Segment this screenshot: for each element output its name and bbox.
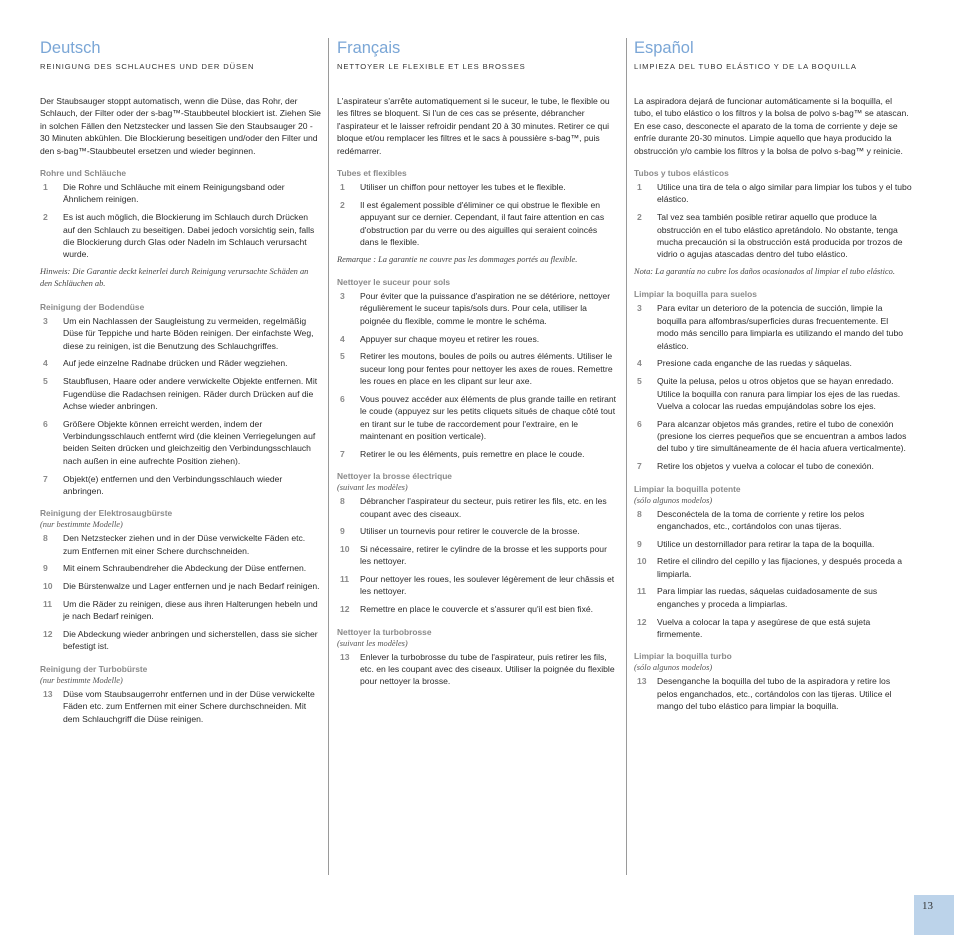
step-item (634, 375, 912, 412)
subsection-title: Tubes et flexibles (337, 168, 407, 179)
step-number: 10 (637, 556, 647, 567)
subsection-title: Reinigung der Elektrosaugbürste (40, 508, 173, 519)
step-item (634, 211, 912, 261)
step-number: 4 (340, 333, 345, 344)
step-number: 3 (340, 291, 345, 302)
section-heading: REINIGUNG DES SCHLAUCHES UND DER DÜSEN (40, 62, 255, 71)
step-number: 1 (637, 182, 642, 193)
step-text: Utiliser un chiffon pour nettoyer les tubes et le flexible. (360, 182, 566, 193)
step-number: 4 (637, 358, 642, 369)
step-list (634, 181, 912, 261)
subsection-title: Nettoyer la brosse électrique (337, 471, 452, 482)
column-francais (337, 38, 617, 693)
step-number: 9 (340, 526, 345, 537)
instruction-sections (634, 168, 912, 713)
subsection-title: Limpiar la boquilla turbo (634, 651, 732, 662)
step-item (40, 688, 322, 725)
step-number: 13 (43, 688, 53, 699)
step-item (337, 543, 617, 568)
instruction-section (337, 627, 617, 688)
step-text: Desenganche la boquilla del tubo de la aspiradora y retire los pelos enganchados, etc., cortándolos con las tijeras. Utilice el mango del tubo elástico para limpiar la boquilla. (657, 676, 892, 712)
step-item (40, 532, 322, 557)
step-item (634, 675, 912, 712)
page-number-box (914, 895, 954, 935)
step-number: 13 (340, 651, 350, 662)
step-number: 8 (340, 496, 345, 507)
instruction-sections (337, 168, 617, 688)
step-text: Den Netzstecker ziehen und in der Düse verwickelte Fäden etc. zum Entfernen mit einer Schere durchschneiden. (63, 533, 306, 556)
step-text: Vous pouvez accéder aux éléments de plus grande taille en retirant le coude (appuyez sur les petits cliquets situés de chaque côté tout en tirant sur le tube de raccordement pour l'extraire, en le maintenant en position verticale). (360, 393, 617, 442)
step-item (337, 651, 617, 688)
column-espanol (634, 38, 912, 718)
section-heading: NETTOYER LE FLEXIBLE ET LES BROSSES (337, 62, 526, 71)
step-number: 3 (43, 315, 48, 326)
instruction-section (40, 508, 322, 652)
step-list (337, 495, 617, 615)
step-item (40, 562, 322, 574)
subsection-subtitle: (suivant les modèles) (337, 483, 408, 493)
instruction-section (337, 168, 617, 266)
step-number: 10 (340, 543, 350, 554)
instruction-section (40, 168, 322, 291)
step-text: Größere Objekte können erreicht werden, indem der Verbindungsschlauch entfernt wird (die kleinen Verriegelungen auf beiden Seiten drücken und gleichzeitig den Verbindungsschlauch nach außen in eine aufrechte Position ziehen). (63, 418, 316, 466)
instruction-section (40, 664, 322, 725)
step-list (40, 181, 322, 261)
warranty-note: Remarque : La garantie ne couvre pas les dommages portés au flexible. (337, 254, 578, 264)
step-text: Staubflusen, Haare oder andere verwickelte Objekte entfernen. Mit Fugendüse die Radachsen reinigen. Räder durch Drücken auf die Achse wieder anbringen. (63, 376, 318, 411)
step-text: Auf jede einzelne Radnabe drücken und Räder wegziehen. (63, 358, 288, 369)
step-text: Pour éviter que la puissance d'aspiration ne se détériore, nettoyer régulièrement le suceur tapis/sols durs. Pour cela, utiliser la poignée du flexible, comme le montre le schéma. (360, 291, 611, 326)
step-item (634, 460, 912, 472)
step-item (337, 199, 617, 249)
instruction-section (337, 471, 617, 615)
intro-paragraph: Der Staubsauger stoppt automatisch, wenn die Düse, das Rohr, der Schlauch, der Filter oder der s-bag™-Staubbeutel blockiert ist. Ziehen Sie in solchen Fällen den Netzstecker und lassen Sie den Staubsauger 20 - 30 Minuten abkühlen. Die Blockierung beseitigen und/oder den Filter und den s-bag™-Staubbeutel ersetzen und wieder beginnen. (40, 96, 321, 156)
step-item (40, 580, 322, 592)
step-number: 2 (340, 199, 345, 210)
step-text: Um die Räder zu reinigen, diese aus ihren Halterungen hebeln und je nach Bedarf reinigen. (63, 598, 318, 622)
step-text: Die Abdeckung wieder anbringen und sicherstellen, dass sie sicher befestigt ist. (63, 628, 318, 652)
instruction-section (40, 302, 322, 497)
step-item (337, 603, 617, 615)
subsection-subtitle: (sólo algunos modelos) (634, 495, 713, 505)
step-number: 10 (43, 581, 53, 592)
step-text: Retirer les moutons, boules de poils ou autres éléments. Utiliser le suceur long pour fentes pour nettoyer les axes de roues. Remettre les roues en place en les clipant sur leur axe. (360, 351, 613, 387)
step-text: Retirer le ou les éléments, puis remettre en place le coude. (360, 448, 585, 459)
step-list (634, 675, 912, 712)
step-number: 5 (43, 376, 48, 387)
instruction-section (634, 289, 912, 472)
step-number: 4 (43, 358, 48, 369)
step-text: Retire los objetos y vuelva a colocar el tubo de conexión. (657, 461, 874, 472)
step-number: 1 (340, 182, 345, 193)
language-title: Français (337, 39, 401, 57)
step-number: 11 (43, 598, 53, 609)
step-item (40, 211, 322, 261)
step-item (40, 598, 322, 623)
step-list (40, 688, 322, 725)
subsection-subtitle: (nur bestimmte Modelle) (40, 675, 123, 685)
subsection-title: Tubos y tubos elásticos (634, 168, 729, 179)
step-number: 2 (43, 212, 48, 223)
step-text: Tal vez sea también posible retirar aquello que produce la obstrucción en el tubo elástico apretándolo. No obstante, tenga mucha precaución si la obstrucción está producida por trozos de vidrio o agujas atascadas dentro del tubo elástico. (657, 212, 903, 260)
step-text: Para limpiar las ruedas, sáquelas cuidadosamente de sus enganches y proceda a limpiarlas. (657, 586, 878, 609)
step-text: Um ein Nachlassen der Saugleistung zu vermeiden, regelmäßig Düse für Teppiche und harte Böden reinigen. Der einfachste Weg, diese zu reinigen, ist die Benutzung des Schlauchgriffes. (63, 315, 314, 351)
step-number: 7 (637, 461, 642, 472)
step-number: 5 (637, 376, 642, 387)
step-number: 6 (43, 418, 48, 429)
subsection-title: Nettoyer le suceur pour sols (337, 277, 451, 288)
step-list (634, 508, 912, 641)
step-number: 11 (340, 574, 350, 585)
step-item (634, 418, 912, 455)
subsection-subtitle: (sólo algunos modelos) (634, 663, 713, 673)
language-title: Español (634, 39, 694, 57)
step-item (40, 473, 322, 498)
step-item (634, 302, 912, 352)
instruction-sections (40, 168, 322, 725)
step-text: Utilice una tira de tela o algo similar para limpiar los tubos y el tubo elástico. (657, 182, 912, 205)
step-text: Pour nettoyer les roues, les soulever légèrement de leur châssis et les nettoyer. (360, 574, 615, 597)
subsection-title: Limpiar la boquilla para suelos (634, 289, 757, 300)
step-item (634, 357, 912, 369)
step-number: 6 (340, 393, 345, 404)
step-item (337, 290, 617, 327)
column-deutsch (40, 38, 322, 730)
step-number: 12 (637, 616, 647, 627)
step-number: 12 (340, 604, 350, 615)
step-text: Appuyer sur chaque moyeu et retirer les roues. (360, 333, 540, 344)
section-heading: LIMPIEZA DEL TUBO ELÁSTICO Y DE LA BOQUILLA (634, 62, 857, 71)
step-number: 5 (340, 351, 345, 362)
step-text: Utiliser un tournevis pour retirer le couvercle de la brosse. (360, 526, 580, 537)
step-item (337, 573, 617, 598)
step-number: 8 (43, 533, 48, 544)
step-item (40, 357, 322, 369)
step-number: 1 (43, 182, 48, 193)
step-item (337, 393, 617, 443)
step-text: Die Bürstenwalze und Lager entfernen und je nach Bedarf reinigen. (63, 581, 320, 592)
step-item (337, 495, 617, 520)
intro-paragraph: La aspiradora dejará de funcionar automáticamente si la boquilla, el tubo, el tubo elástico o los filtros y la bolsa de polvo s-bag™ se atascan. En ese caso, desconecte el aparato de la toma de corriente y deje se enfríe durante 20-30 minutos. Limpie aquello que haya producido la obstrucción y/o cambie los filtros y la bolsa de polvo s-bag™ y reinicie. (634, 96, 909, 156)
step-number: 9 (637, 538, 642, 549)
step-list (337, 290, 617, 460)
step-item (40, 181, 322, 206)
step-text: Vuelva a colocar la tapa y asegúrese de que está sujeta firmemente. (657, 616, 871, 639)
step-text: Presione cada enganche de las ruedas y sáquelas. (657, 358, 852, 369)
step-text: Enlever la turbobrosse du tube de l'aspirateur, puis retirer les fils, etc. en les coupant avec des ciseaux. Utiliser la poignée du flexible pour nettoyer la brosse. (360, 651, 615, 687)
subsection-subtitle: (nur bestimmte Modelle) (40, 520, 123, 530)
step-item (337, 350, 617, 387)
step-text: Düse vom Staubsaugerrohr entfernen und in der Düse verwickelte Fäden etc. zum Entfernen mit einer Schere durchschneiden. Mit dem Schlauchgriff die Düse reinigen. (63, 688, 315, 724)
step-item (40, 418, 322, 468)
intro-paragraph: L'aspirateur s'arrête automatiquement si le suceur, le tube, le flexible ou les filtres se bloquent. Si l'un de ces cas se présente, débrancher l'aspirateur et le laisser refroidir pendant 20 à 30 minutes. Retirer ce qui bloque et/ou remplacer les filtres et le sacs à poussière s-bag™, puis redémarrer. (337, 96, 610, 156)
step-item (634, 538, 912, 550)
step-item (40, 375, 322, 412)
step-list (337, 181, 617, 248)
step-number: 11 (637, 586, 647, 597)
instruction-section (634, 484, 912, 641)
warranty-note: Hinweis: Die Garantie deckt keinerlei durch Reinigung verursachte Schäden an den Schläuchen ab. (40, 267, 309, 289)
step-item (634, 616, 912, 641)
step-text: Para evitar un deterioro de la potencia de succión, limpie la boquilla para alfombras/superficies duras frecuentemente. El modo más sencillo para limpiarla es utilizando el mando del tubo elástico. (657, 303, 904, 351)
column-divider (328, 38, 329, 875)
instruction-section (634, 651, 912, 712)
step-text: Remettre en place le couvercle et s'assurer qu'il est bien fixé. (360, 604, 594, 615)
instruction-section (634, 168, 912, 278)
step-item (40, 315, 322, 352)
step-text: Quite la pelusa, pelos u otros objetos que se hayan enredado. Utilice la boquilla con ranura para limpiar los ejes de las ruedas. Vuelva a colocar las ruedas empujándolas sobre los ejes. (657, 376, 901, 411)
step-text: Si nécessaire, retirer le cylindre de la brosse et les supports pour les nettoyer. (360, 543, 607, 567)
step-text: Objekt(e) entfernen und den Verbindungsschlauch wieder anbringen. (63, 473, 283, 496)
step-text: Desconéctela de la toma de corriente y retire los pelos enganchados, etc., cortándolos con unas tijeras. (657, 508, 865, 531)
column-divider (626, 38, 627, 875)
step-item (634, 555, 912, 580)
step-item (337, 181, 617, 193)
step-number: 12 (43, 628, 53, 639)
step-list (337, 651, 617, 688)
step-item (337, 333, 617, 345)
step-text: Débrancher l'aspirateur du secteur, puis retirer les fils, etc. en les coupant avec des ciseaux. (360, 496, 607, 519)
step-item (634, 181, 912, 206)
step-list (40, 315, 322, 497)
language-title: Deutsch (40, 39, 101, 57)
subsection-title: Nettoyer la turbobrosse (337, 626, 432, 637)
step-number: 9 (43, 563, 48, 574)
page-number: 13 (922, 900, 933, 912)
step-item (634, 585, 912, 610)
step-text: Para alcanzar objetos más grandes, retire el tubo de conexión (presione los cierres pequeños que se encuentran a ambos lados del tubo y tire simultáneamente de él hacia afuera verticalmente). (657, 418, 907, 454)
step-number: 7 (43, 473, 48, 484)
step-text: Il est également possible d'éliminer ce qui obstrue le flexible en appuyant sur ce dernier. Cependant, il faut faire attention en cas d'obstruction par du verre ou des aiguilles qui seraient coincés dans le flexible. (360, 199, 605, 247)
step-number: 7 (340, 448, 345, 459)
step-number: 13 (637, 676, 647, 687)
step-text: Die Rohre und Schläuche mit einem Reinigungsband oder Ähnlichem reinigen. (63, 182, 285, 205)
subsection-title: Reinigung der Turbobürste (40, 663, 148, 674)
step-number: 6 (637, 418, 642, 429)
subsection-title: Rohre und Schläuche (40, 168, 127, 179)
step-text: Retire el cilindro del cepillo y las fijaciones, y después proceda a limpiarla. (657, 556, 903, 579)
step-item (634, 508, 912, 533)
step-text: Mit einem Schraubendreher die Abdeckung der Düse entfernen. (63, 563, 307, 574)
step-number: 3 (637, 303, 642, 314)
instruction-section (337, 277, 617, 460)
subsection-subtitle: (suivant les modèles) (337, 638, 408, 648)
step-item (337, 448, 617, 460)
step-item (40, 628, 322, 653)
step-list (40, 532, 322, 652)
step-number: 2 (637, 212, 642, 223)
step-list (634, 302, 912, 472)
step-text: Utilice un destornillador para retirar la tapa de la boquilla. (657, 538, 875, 549)
subsection-title: Limpiar la boquilla potente (634, 483, 741, 494)
subsection-title: Reinigung der Bodendüse (40, 301, 145, 312)
step-text: Es ist auch möglich, die Blockierung im Schlauch durch Drücken auf den Schlauch zu beseitigen. Dabei jedoch vorsichtig sein, falls die Blockierung durch Glas oder Nadeln im Schlauch verursacht wurde. (63, 212, 315, 260)
warranty-note: Nota: La garantía no cubre los daños ocasionados al limpiar el tubo elástico. (634, 267, 895, 277)
step-item (337, 525, 617, 537)
step-number: 8 (637, 508, 642, 519)
